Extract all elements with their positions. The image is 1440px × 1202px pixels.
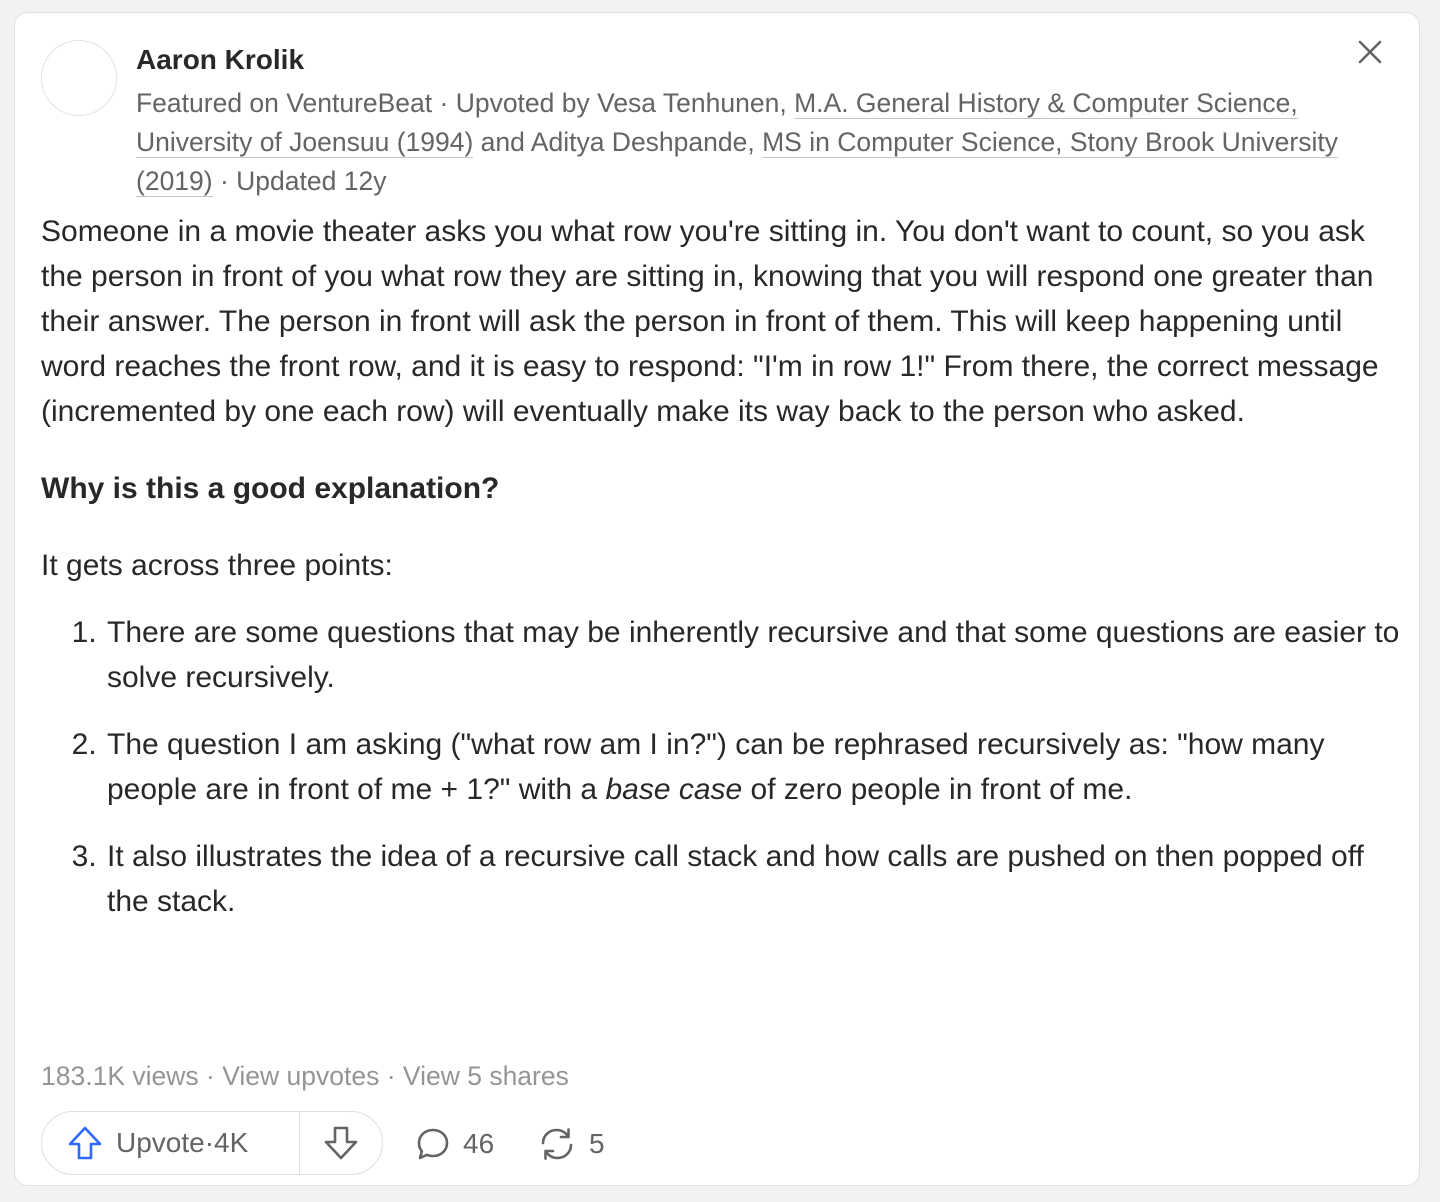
comment-button[interactable] [415,1125,494,1163]
answer-stats [41,1059,569,1093]
share-icon [537,1126,577,1162]
list-item-text: of zero people in front of me. [742,773,1133,806]
list-item [105,722,1401,812]
author-name[interactable]: Aaron Krolik [136,44,305,75]
share-button[interactable] [537,1125,605,1163]
separator-dot: · [204,1127,215,1158]
separator-dot: · [379,1061,403,1091]
credential-link-2[interactable]: MS in Computer Science, Stony Brook University (2019) [136,127,1338,196]
avatar[interactable] [41,40,117,116]
answer-card [14,12,1420,1186]
list-item [105,610,1401,700]
upvoted-by: · Upvoted by Vesa Tenhunen, [432,88,795,118]
view-shares-link[interactable]: View 5 shares [402,1061,569,1091]
upvote-count: 4K [214,1127,249,1158]
share-count: 5 [589,1128,605,1159]
answer-subheading: Why is this a good explanation? [41,472,500,505]
separator-dot: · [198,1061,223,1091]
credential-link-1[interactable]: M.A. General History & Computer Science, University of Joensuu (1994) [136,88,1298,157]
points-list [41,610,1401,924]
downvote-button[interactable] [300,1112,382,1174]
close-icon [1357,39,1383,65]
author-credentials [136,84,1376,201]
comment-count: 46 [463,1128,495,1159]
answer-paragraph: Someone in a movie theater asks you what row you're sitting in. You don't want to count, so you ask the person in front of you what row they are sitting in, knowing that you will respond one greater than their answer. The person in front will ask the person in front of them. This will keep happening until word reaches the front row, and it is easy to respond: "I'm in row 1!" From there, the correct message (incremented by one each row) will eventually make its way back to the person who asked. [41,215,1379,428]
list-item-text: It also illustrates the idea of a recursive call stack and how calls are pushed on then popped off the stack. [107,840,1364,918]
list-item-text: The question I am asking ("what row am I in?") can be rephrased recursively as: "how many people are in front of me + 1?" with a [107,728,1325,806]
close-button[interactable] [1353,35,1387,69]
list-item-text: There are some questions that may be inherently recursive and that some questions are easier to solve recursively. [107,616,1400,694]
answer-intro: It gets across three points: [41,549,393,582]
arrow-up-icon [66,1124,104,1162]
updated-time: · Updated 12y [212,166,387,196]
emphasis-text: base case [605,773,743,806]
upvote-label: Upvote [116,1127,205,1158]
view-upvotes-link[interactable]: View upvotes [222,1061,380,1091]
comment-icon [415,1126,451,1162]
vote-controls [41,1111,383,1175]
views-count: 183.1K views [41,1061,199,1091]
arrow-down-icon [322,1124,360,1162]
list-item [105,834,1401,924]
upvoted-by-and: and Aditya Deshpande, [473,127,763,157]
answer-body [41,209,1401,946]
upvote-button[interactable] [42,1112,300,1174]
featured-on[interactable]: Featured on VentureBeat [136,88,433,118]
